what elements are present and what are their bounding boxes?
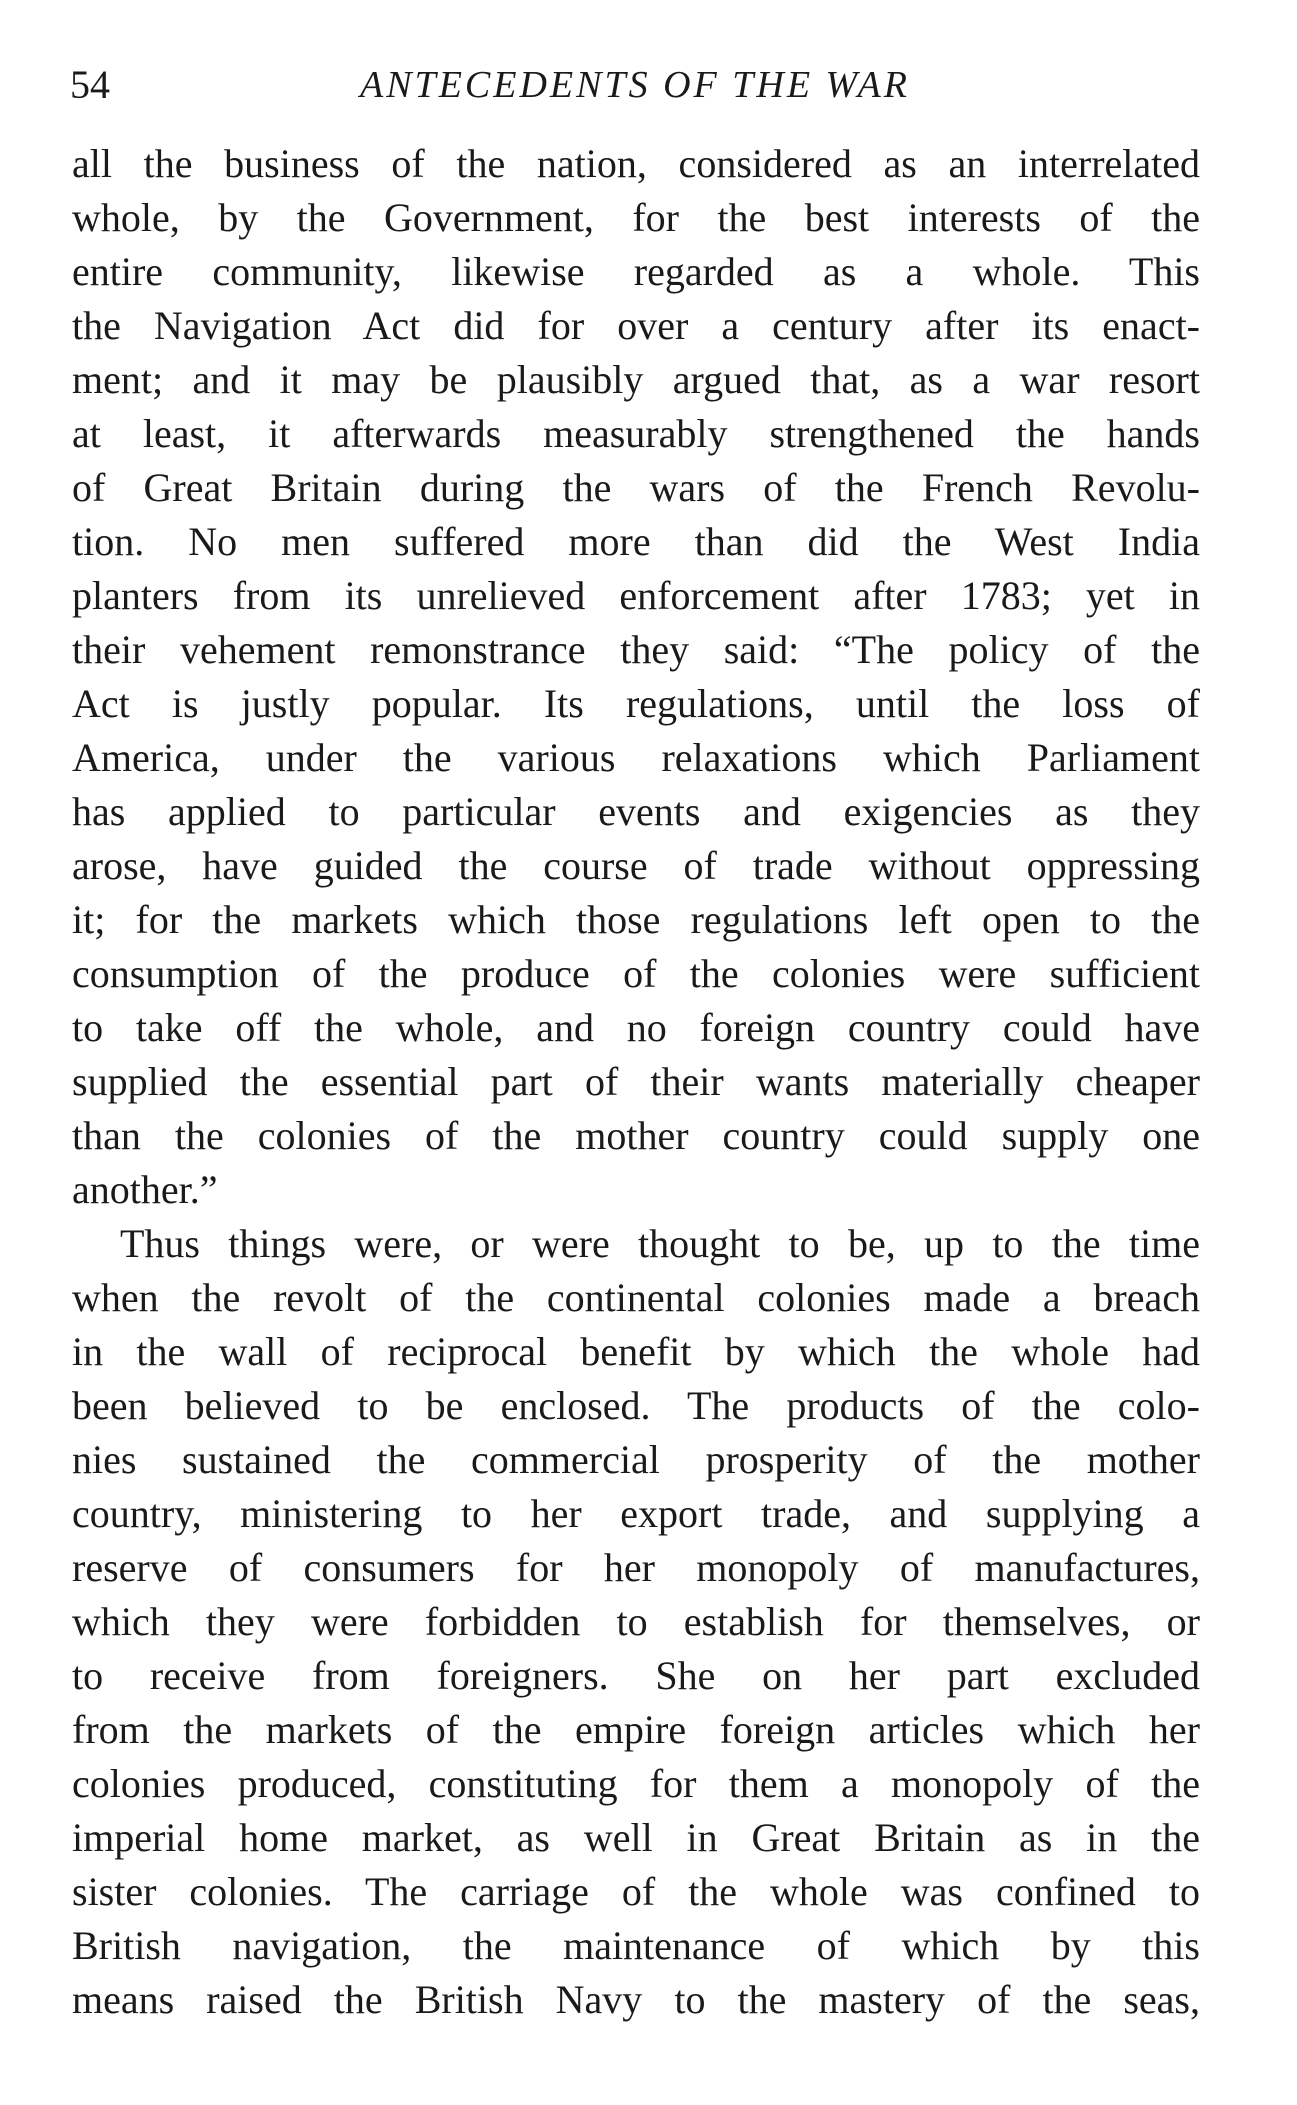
text-line: planters from its unrelieved enforcement after 1783; yet in bbox=[72, 573, 1200, 618]
body-text bbox=[72, 137, 1200, 2027]
paragraph bbox=[72, 137, 1200, 1217]
paragraph bbox=[72, 1217, 1200, 2027]
text-line: when the revolt of the continental colonies made a breach bbox=[72, 1275, 1200, 1320]
text-line: their vehement remonstrance they said: “The policy of the bbox=[72, 627, 1200, 672]
running-head: ANTECEDENTS OF THE WAR bbox=[360, 64, 910, 106]
text-line: at least, it afterwards measurably strengthened the hands bbox=[72, 411, 1200, 456]
text-line: reserve of consumers for her monopoly of manufactures, bbox=[72, 1545, 1200, 1590]
text-line: it; for the markets which those regulations left open to the bbox=[72, 897, 1200, 942]
text-line: another.” bbox=[72, 1167, 218, 1212]
text-line: ment; and it may be plausibly argued that, as a war resort bbox=[72, 357, 1200, 402]
text-line: consumption of the produce of the colonies were sufficient bbox=[72, 951, 1200, 996]
text-line: nies sustained the commercial prosperity of the mother bbox=[72, 1437, 1200, 1482]
text-line: has applied to particular events and exigencies as they bbox=[72, 789, 1200, 834]
text-line: whole, by the Government, for the best interests of the bbox=[72, 195, 1200, 240]
page-header bbox=[70, 60, 1200, 110]
text-line: which they were forbidden to establish for themselves, or bbox=[72, 1599, 1200, 1644]
text-line: to take off the whole, and no foreign country could have bbox=[72, 1005, 1200, 1050]
text-line: supplied the essential part of their wants materially cheaper bbox=[72, 1059, 1200, 1104]
text-line: America, under the various relaxations which Parliament bbox=[72, 735, 1200, 780]
text-line: the Navigation Act did for over a century after its enact- bbox=[72, 303, 1200, 348]
text-line: in the wall of reciprocal benefit by which the whole had bbox=[72, 1329, 1200, 1374]
text-line: all the business of the nation, considered as an interrelated bbox=[72, 141, 1200, 186]
text-line: of Great Britain during the wars of the French Revolu- bbox=[72, 465, 1200, 510]
text-line: country, ministering to her export trade, and supplying a bbox=[72, 1491, 1200, 1536]
text-line: entire community, likewise regarded as a whole. This bbox=[72, 249, 1200, 294]
text-line: arose, have guided the course of trade without oppressing bbox=[72, 843, 1200, 888]
text-line: than the colonies of the mother country could supply one bbox=[72, 1113, 1200, 1158]
text-line: sister colonies. The carriage of the whole was confined to bbox=[72, 1869, 1200, 1914]
text-line: tion. No men suffered more than did the West India bbox=[72, 519, 1200, 564]
text-line: from the markets of the empire foreign articles which her bbox=[72, 1707, 1200, 1752]
text-line: British navigation, the maintenance of which by this bbox=[72, 1923, 1200, 1968]
text-line: been believed to be enclosed. The products of the colo- bbox=[72, 1383, 1200, 1428]
page-number: 54 bbox=[70, 62, 110, 107]
text-line: Act is justly popular. Its regulations, until the loss of bbox=[72, 681, 1200, 726]
text-line: imperial home market, as well in Great Britain as in the bbox=[72, 1815, 1200, 1860]
text-line: means raised the British Navy to the mastery of the seas, bbox=[72, 1977, 1200, 2022]
text-line: to receive from foreigners. She on her part excluded bbox=[72, 1653, 1200, 1698]
text-line: colonies produced, constituting for them a monopoly of the bbox=[72, 1761, 1200, 1806]
text-line: Thus things were, or were thought to be, up to the time bbox=[120, 1221, 1200, 1266]
